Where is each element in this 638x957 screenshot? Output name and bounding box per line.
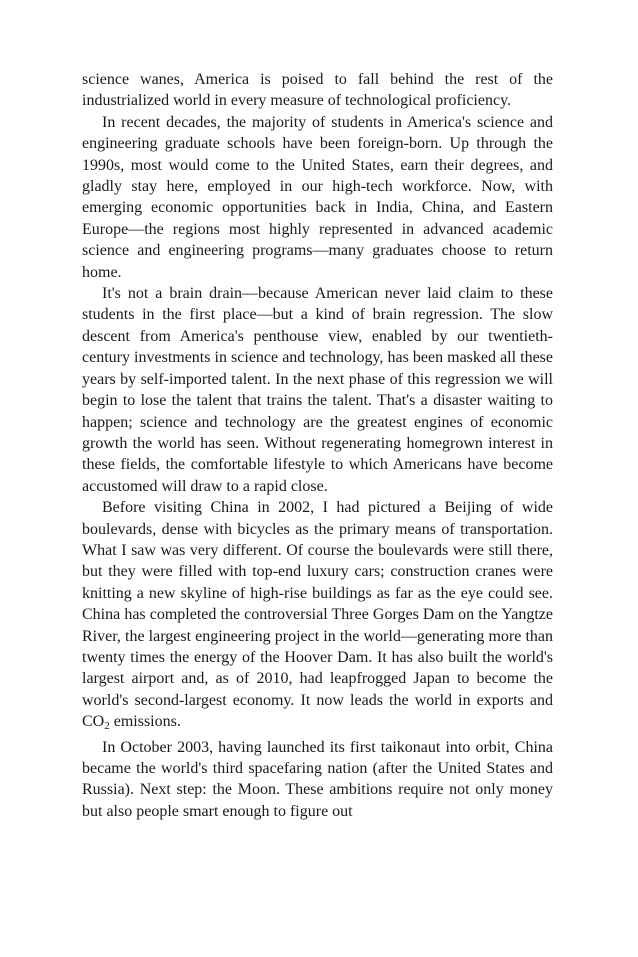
paragraph-foreign-born-students: In recent decades, the majority of students in America's science and engineering graduate schools have been foreign-born. Up through the 1990s, most would come to the United States, earn their degrees, and gladly stay here, employed in our high-tech workforce. Now, with emerging economic opportunities back in India, China, and Eastern Europe—the regions most highly represented in advanced academic science and engineering programs—many graduates choose to return home.: [82, 113, 553, 281]
paragraph-continued: science wanes, America is poised to fall behind the rest of the industrialized world in every measure of technological proficiency.: [82, 71, 553, 110]
china-visit-text: Before visiting China in 2002, I had pictured a Beijing of wide boulevards, dense with bicycles as the primary means of transportation. What I saw was very different. Of course the boulevards were still there, but they were filled with top-end luxury cars; construction cranes were knitting a new skyline of high-rise buildings as far as the eye could see. China has completed the controversial Three Gorges Dam on the Yangtze River, the largest engineering project in the world—generating more than twenty times the energy of the Hoover Dam. It has also built the world's largest airport and, as of 2010, had leapfrogged Japan to become the world's second-largest economy. It now leads the world in exports and CO: [82, 499, 553, 731]
paragraph-brain-regression: It's not a brain drain—because American never laid claim to these students in the first place—but a kind of brain regression. The slow descent from America's penthouse view, enabled by our twentieth-century investments in science and technology, has been masked all these years by self-imported talent. In the next phase of this regression we will begin to lose the talent that trains the talent. That's a disaster waiting to happen; science and technology are the greatest engines of economic growth the world has seen. Without regenerating homegrown interest in these fields, the comfortable lifestyle to which Americans have become accustomed will draw to a rapid close.: [82, 285, 553, 495]
paragraph-china-visit: [82, 497, 553, 732]
co2-subscript: 2: [104, 720, 110, 733]
emissions-text: emissions.: [109, 713, 181, 731]
body-text: [82, 69, 553, 822]
paragraph-spacefaring: In October 2003, having launched its first taikonaut into orbit, China became the world's third spacefaring nation (after the United States and Russia). Next step: the Moon. These ambitions require not only money but also people smart enough to figure out: [82, 738, 553, 820]
